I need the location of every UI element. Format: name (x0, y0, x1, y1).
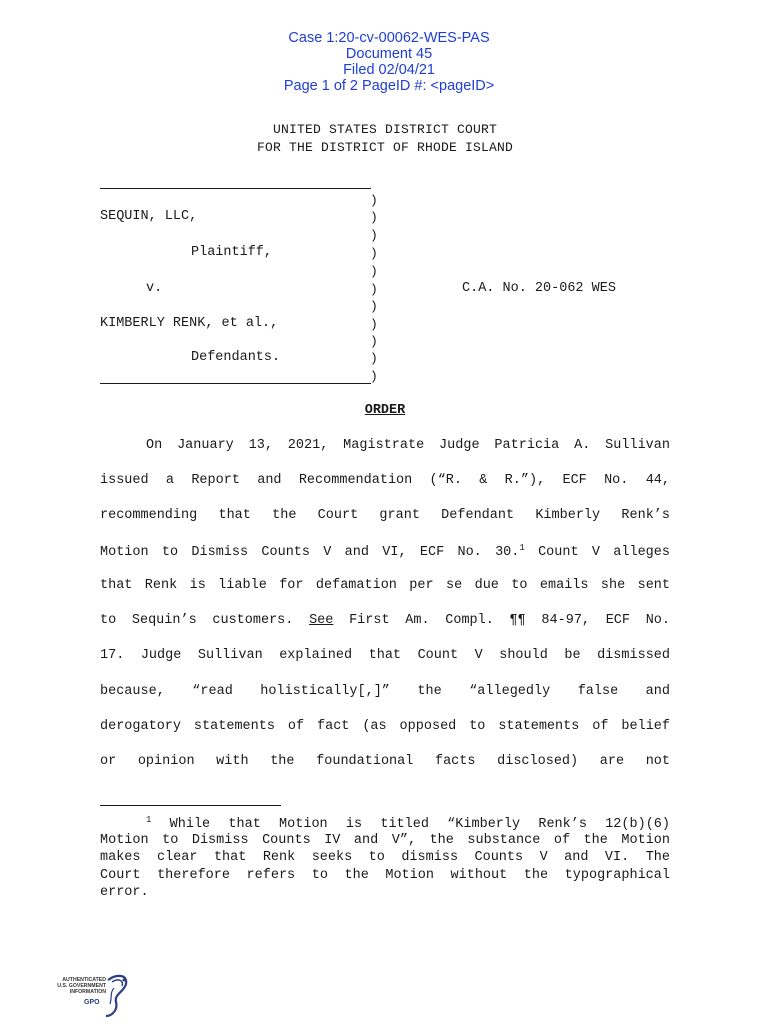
body-line (100, 543, 670, 561)
footnote-text: While that Motion is titled “Kimberly Renk’s 12(b)(6) (169, 817, 670, 832)
body-text: Motion to Dismiss Counts V and VI, ECF No. 30. (100, 545, 520, 560)
footnote-number: 1 (146, 815, 152, 825)
case-number: C.A. No. 20-062 WES (462, 281, 616, 296)
paren: ) (370, 369, 378, 384)
see-signal: See (309, 613, 334, 628)
paren: ) (370, 282, 378, 297)
paren: ) (370, 334, 378, 349)
gpo-authentication-logo (42, 972, 132, 1020)
paren: ) (370, 228, 378, 243)
body-text: to Sequin’s customers. (100, 613, 294, 628)
body-line: 17. Judge Sullivan explained that Count V should be dismissed (100, 648, 670, 663)
body-line: On January 13, 2021, Magistrate Judge Patricia A. Sullivan (146, 438, 670, 453)
case-number-header: Case 1:20-cv-00062-WES-PAS (288, 30, 490, 46)
footnote-ref: 1 (519, 543, 525, 553)
footnote-line (146, 815, 670, 833)
defendant-role: Defendants. (191, 350, 281, 365)
caption-bottom-rule (100, 383, 371, 384)
filing-header (0, 14, 770, 94)
body-line: or opinion with the foundational facts disclosed) are not (100, 754, 670, 769)
plaintiff-role: Plaintiff, (191, 245, 273, 260)
logo-line: AUTHENTICATED (62, 977, 106, 983)
court-district: FOR THE DISTRICT OF RHODE ISLAND (256, 140, 514, 155)
paren: ) (370, 264, 378, 279)
footnote-line: Motion to Dismiss Counts IV and V”, the substance of the Motion (100, 833, 670, 848)
footnote-line: Court therefore refers to the Motion without the typographical (100, 868, 670, 883)
footnote-line: makes clear that Renk seeks to dismiss Counts V and VI. The (100, 850, 670, 865)
paren: ) (370, 246, 378, 261)
logo-line: INFORMATION (69, 989, 106, 995)
logo-gpo: GPO (84, 999, 100, 1006)
body-line: derogatory statements of fact (as opposed to statements of belief (100, 719, 670, 734)
caption-top-rule (100, 188, 371, 189)
paren: ) (370, 317, 378, 332)
page-info-header: Page 1 of 2 PageID #: <pageID> (283, 78, 495, 94)
defendant-name: KIMBERLY RENK, et al., (100, 316, 279, 331)
order-title: ORDER (364, 403, 406, 418)
footnote-line: error. (100, 885, 149, 900)
plaintiff-name: SEQUIN, LLC, (100, 209, 198, 224)
document-number-header: Document 45 (345, 46, 433, 62)
footnote-rule (100, 805, 281, 806)
body-line: that Renk is liable for defamation per se due to emails she sent (100, 578, 670, 593)
body-line: recommending that the Court grant Defendant Kimberly Renk’s (100, 508, 670, 523)
logo-line: U.S. GOVERNMENT (57, 983, 106, 989)
eagle-icon (102, 972, 132, 1018)
filed-date-header: Filed 02/04/21 (343, 62, 435, 78)
body-line (100, 613, 670, 631)
court-name: UNITED STATES DISTRICT COURT (272, 122, 498, 137)
paren: ) (370, 193, 378, 208)
paren: ) (370, 210, 378, 225)
logo-text (42, 977, 106, 995)
body-text: Count V alleges (538, 545, 670, 560)
body-line: because, “read holistically[,]” the “allegedly false and (100, 684, 670, 699)
body-text: First Am. Compl. ¶¶ 84-97, ECF No. (349, 613, 670, 628)
paren: ) (370, 299, 378, 314)
paren: ) (370, 351, 378, 366)
body-line: issued a Report and Recommendation (“R. & R.”), ECF No. 44, (100, 473, 670, 488)
versus: v. (146, 281, 163, 296)
